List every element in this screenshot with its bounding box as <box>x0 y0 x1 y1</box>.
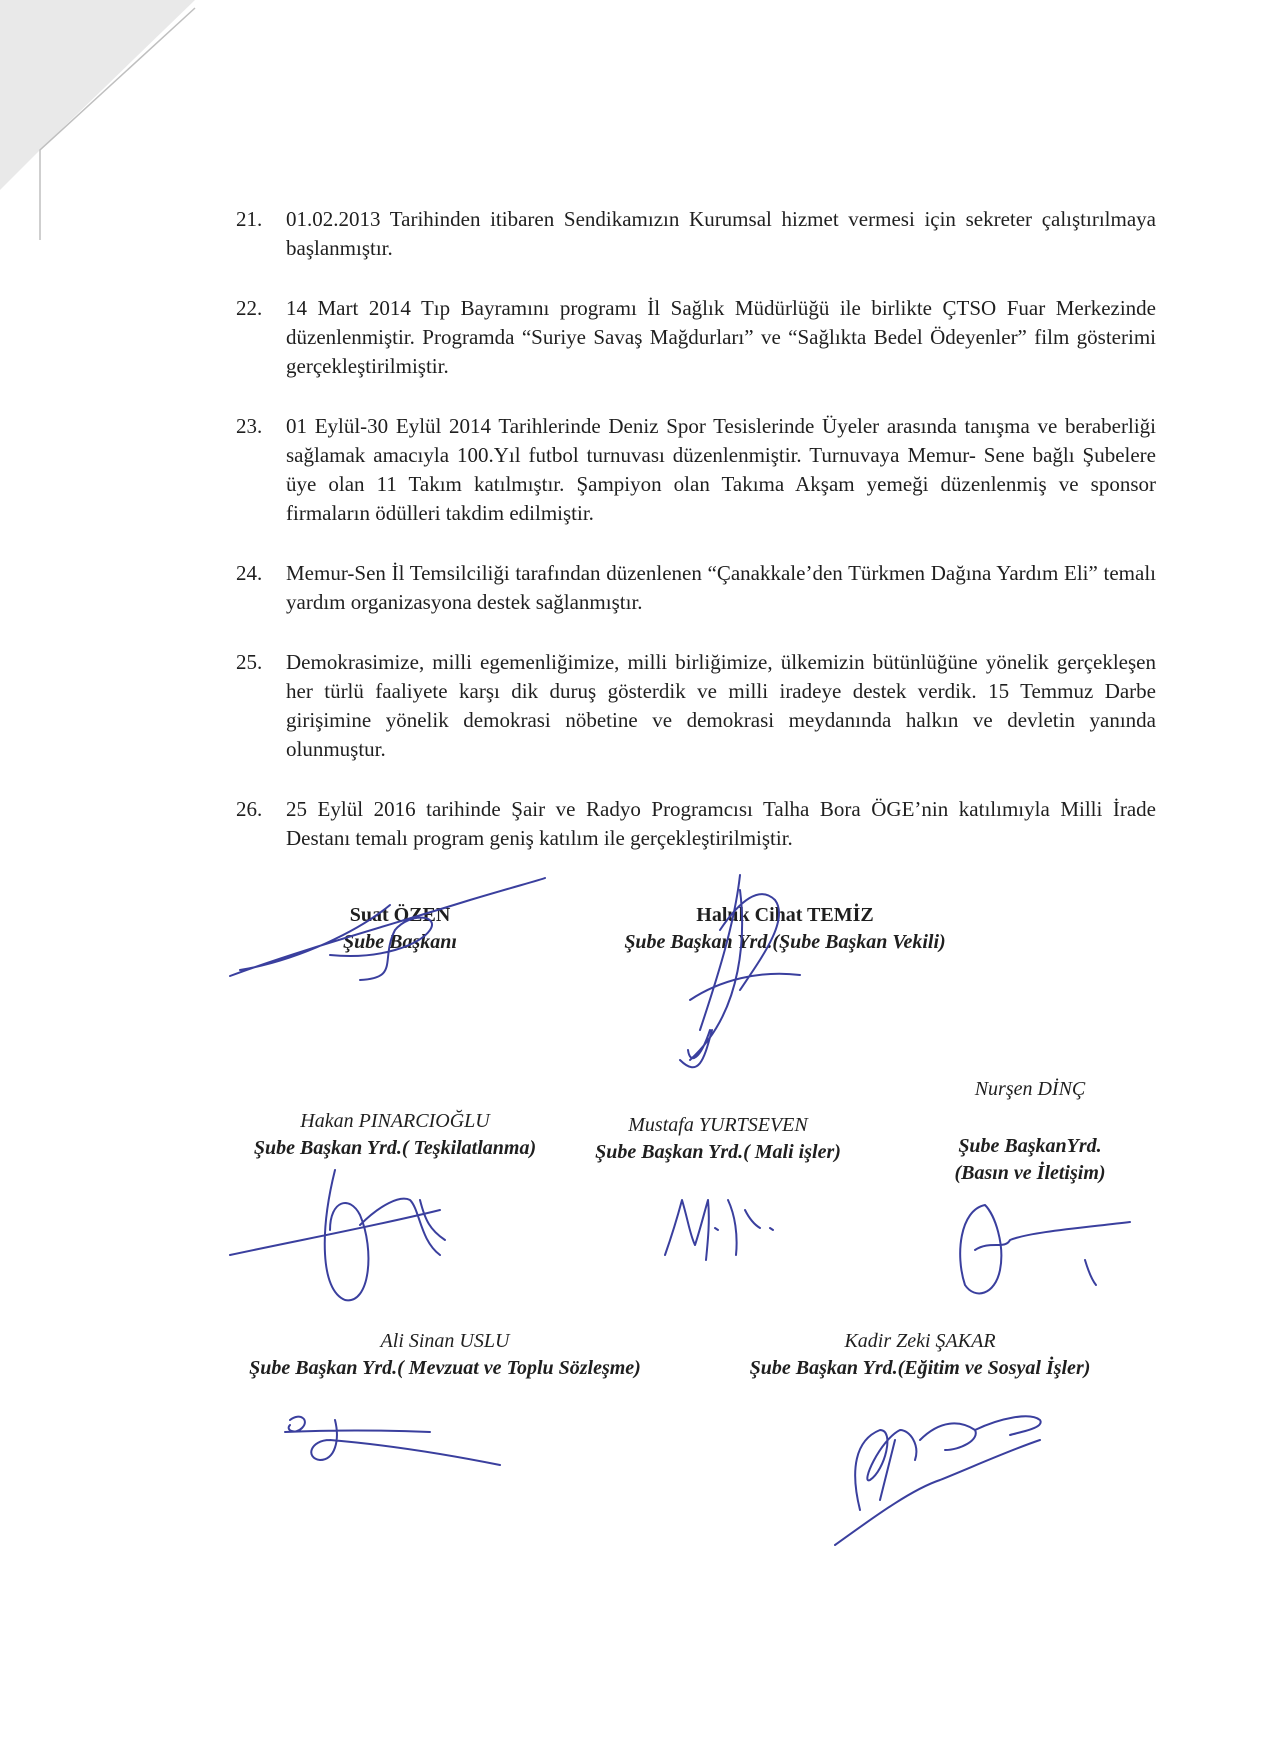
activity-list <box>236 205 1156 884</box>
signatory-role: Şube Başkanı <box>343 931 457 953</box>
list-item <box>236 795 1156 853</box>
item-number: 24. <box>236 561 263 585</box>
signatory-name: Kadir Zeki ŞAKAR <box>844 1330 996 1352</box>
signatory-name: Hakan PINARCIOĞLU <box>300 1110 490 1132</box>
signatory-role: Şube Başkan Yrd.( Mali işler) <box>595 1141 841 1163</box>
signature-hakan <box>230 1170 445 1300</box>
list-item <box>236 412 1156 528</box>
list-item <box>236 205 1156 263</box>
signatory-role-line2: (Basın ve İletişim) <box>954 1162 1106 1184</box>
signature-kadir <box>835 1416 1041 1545</box>
signatory-mustafa-yurtseven <box>568 1112 868 1166</box>
signature-mustafa <box>665 1200 773 1260</box>
signatory-name: Haluk Cihat TEMİZ <box>696 904 874 926</box>
signatory-nursen-dinc <box>920 1076 1140 1187</box>
list-item <box>236 648 1156 764</box>
signatory-hakan-pinarcioglu <box>230 1108 560 1162</box>
signature-nursen <box>960 1205 1130 1293</box>
signatory-kadir-zeki-sakar <box>700 1328 1140 1382</box>
item-number: 22. <box>236 296 263 320</box>
signatory-role: Şube Başkan Yrd.( Teşkilatlanma) <box>253 1137 537 1159</box>
signatory-haluk-cihat-temiz <box>570 902 1000 956</box>
item-text: Memur-Sen İl Temsilciliği tarafından düzenlenen “Çanakkale’den Türkmen Dağına Yardım Eli” temalı yardım organizasyona destek sağlanmıştır. <box>286 561 1156 614</box>
signatory-name: Ali Sinan USLU <box>380 1330 510 1352</box>
signature-ali <box>285 1417 500 1465</box>
signatory-suat-ozen <box>300 902 500 956</box>
signatory-role: Şube Başkan Yrd.( Mevzuat ve Toplu Sözleşme) <box>249 1357 641 1379</box>
signatory-role: Şube Başkan Yrd.(Eğitim ve Sosyal İşler) <box>749 1357 1091 1379</box>
signatory-role: Şube BaşkanYrd. <box>958 1135 1102 1157</box>
item-number: 23. <box>236 414 263 438</box>
signatory-role: Şube Başkan Yrd.(Şube Başkan Vekili) <box>624 931 946 953</box>
list-item <box>236 559 1156 617</box>
signatory-ali-sinan-uslu <box>185 1328 705 1382</box>
item-text: 25 Eylül 2016 tarihinde Şair ve Radyo Programcısı Talha Bora ÖGE’nin katılımıyla Milli İrade Destanı temalı program geniş katılım ile gerçekleştirilmiştir. <box>286 797 1156 850</box>
item-text: 01 Eylül-30 Eylül 2014 Tarihlerinde Deniz Spor Tesislerinde Üyeler arasında tanışma ve beraberliği sağlamak amacıyla 100.Yıl futbol turnuvası düzenlenmiştir. Turnuvaya Memur- Sene bağlı Şubelere üye olan 11 Takım katılmıştır. Şampiyon olan Takıma Akşam yemeği düzenlenmiş ve sponsor firmaların ödülleri takdim edilmiştir. <box>286 414 1156 525</box>
list-item <box>236 294 1156 381</box>
signatory-name: Mustafa YURTSEVEN <box>628 1114 808 1136</box>
item-number: 25. <box>236 650 263 674</box>
signatory-name: Suat ÖZEN <box>349 904 451 926</box>
item-text: 14 Mart 2014 Tıp Bayramını programı İl Sağlık Müdürlüğü ile birlikte ÇTSO Fuar Merkezinde düzenlenmiştir. Programda “Suriye Savaş Mağdurları” ve “Sağlıkta Bedel Ödeyenler” film gösterimi gerçekleştirilmiştir. <box>286 296 1156 378</box>
signatory-name: Nurşen DİNÇ <box>974 1078 1086 1100</box>
item-number: 21. <box>236 207 263 231</box>
item-number: 26. <box>236 797 263 821</box>
item-text: 01.02.2013 Tarihinden itibaren Sendikamızın Kurumsal hizmet vermesi için sekreter çalıştırılmaya başlanmıştır. <box>286 207 1156 260</box>
item-text: Demokrasimize, milli egemenliğimize, milli birliğimize, ülkemizin bütünlüğüne yönelik gerçekleşen her türlü faaliyete karşı dik duruş gösterdik ve milli iradeye destek verdik. 15 Temmuz Darbe girişimine yönelik demokrasi nöbetine ve demokrasi meydanında halkın ve devletin yanında olunmuştur. <box>286 650 1156 761</box>
